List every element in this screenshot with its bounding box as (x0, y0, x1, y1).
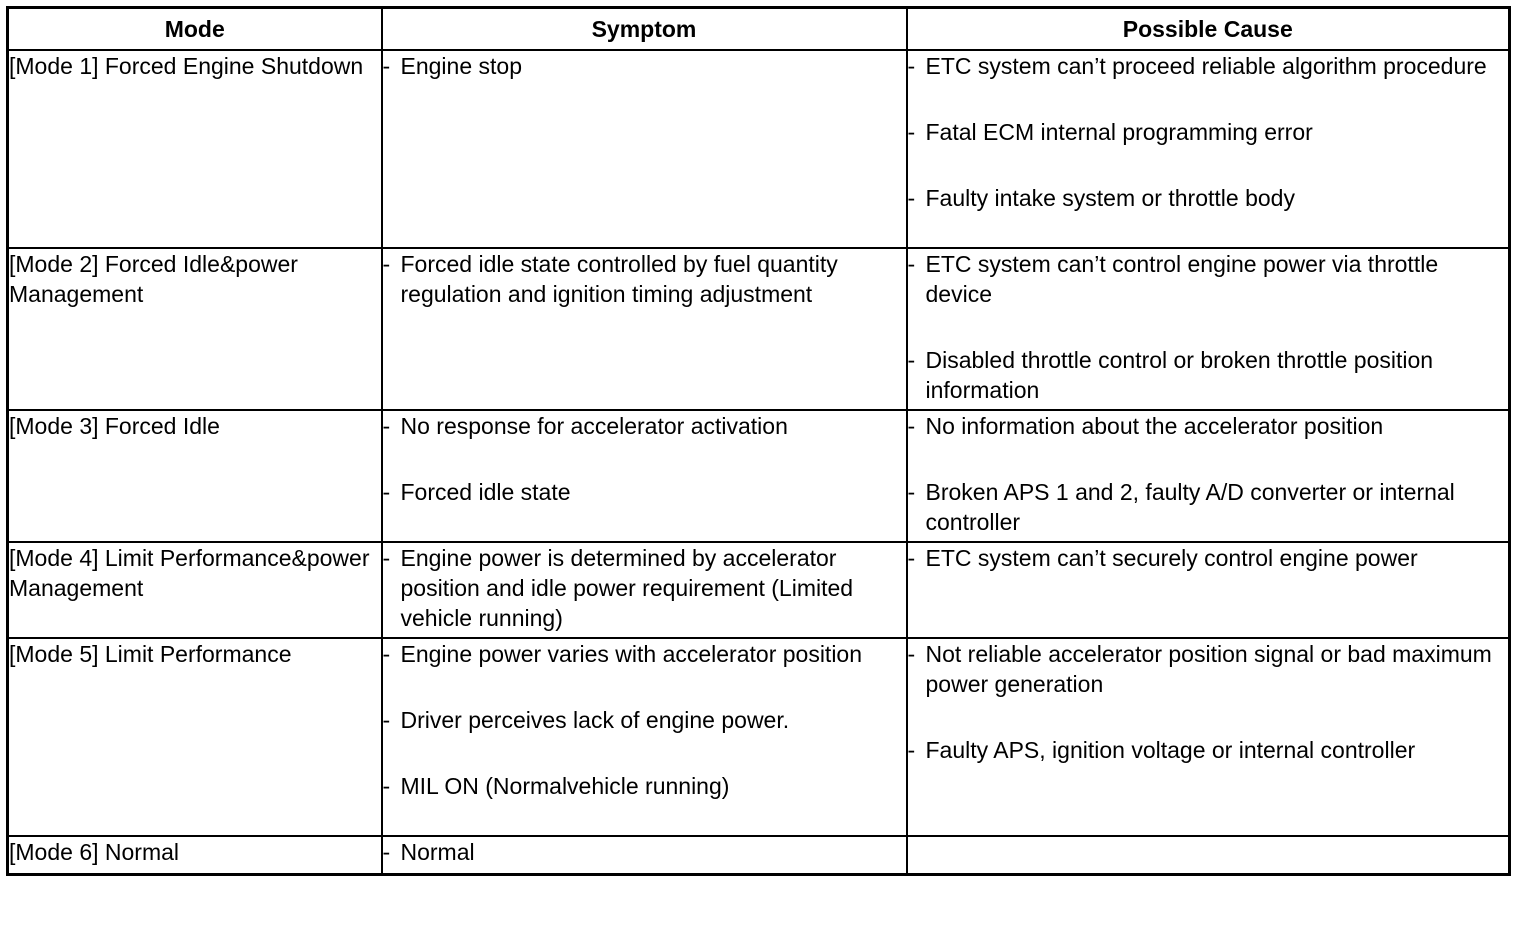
dash-mark: - (907, 413, 916, 439)
dash-mark: - (907, 251, 916, 277)
mode-cell: [Mode 6] Normal (8, 836, 382, 875)
cause-list (908, 543, 1509, 573)
dash-mark: - (907, 119, 916, 145)
symptom-text: MIL ON (Normalvehicle running) (400, 773, 730, 799)
table-row (8, 50, 1510, 248)
cause-cell (907, 638, 1510, 836)
header-mode: Mode (8, 8, 382, 51)
cause-item (908, 249, 1509, 309)
mode-cell: [Mode 1] Forced Engine Shutdown (8, 50, 382, 248)
cause-text: Faulty APS, ignition voltage or internal controller (925, 737, 1416, 763)
symptom-text: No response for accelerator activation (400, 413, 788, 439)
table-row (8, 410, 1510, 542)
dash-mark: - (382, 53, 391, 79)
dash-mark: - (382, 545, 391, 571)
cause-item (908, 735, 1509, 765)
dash-mark: - (907, 347, 916, 373)
dash-mark: - (907, 185, 916, 211)
symptom-list (383, 639, 906, 801)
symptom-list (383, 837, 906, 867)
symptom-item (383, 51, 906, 81)
cause-list (908, 639, 1509, 765)
cause-text: ETC system can’t control engine power via throttle device (925, 251, 1439, 307)
cause-item (908, 477, 1509, 537)
symptom-list (383, 249, 906, 309)
dash-mark: - (907, 545, 916, 571)
dash-mark: - (382, 773, 391, 799)
cause-text: No information about the accelerator position (925, 413, 1384, 439)
symptom-item (383, 705, 906, 735)
dash-mark: - (907, 641, 916, 667)
cause-list (908, 411, 1509, 537)
dash-mark: - (382, 839, 391, 865)
table-row (8, 248, 1510, 410)
symptom-item (383, 771, 906, 801)
symptom-text: Engine stop (400, 53, 522, 79)
symptom-item (383, 249, 906, 309)
dash-mark: - (907, 53, 916, 79)
header-row (8, 8, 1510, 51)
symptom-text: Forced idle state controlled by fuel quantity regulation and ignition timing adjustment (400, 251, 838, 307)
cause-cell-empty (907, 836, 1510, 875)
cause-text: Disabled throttle control or broken throttle position information (925, 347, 1434, 403)
symptom-list (383, 51, 906, 81)
symptom-list (383, 411, 906, 507)
symptom-item (383, 543, 906, 633)
symptom-cell (382, 50, 907, 248)
cause-item (908, 51, 1509, 81)
mode-cell: [Mode 4] Limit Performance&power Management (8, 542, 382, 638)
symptom-cell (382, 542, 907, 638)
mode-cell: [Mode 5] Limit Performance (8, 638, 382, 836)
symptom-item (383, 477, 906, 507)
dash-mark: - (382, 251, 391, 277)
table-row (8, 638, 1510, 836)
dash-mark: - (907, 737, 916, 763)
cause-item (908, 117, 1509, 147)
symptom-text: Engine power varies with accelerator position (400, 641, 863, 667)
symptom-cell (382, 638, 907, 836)
cause-item (908, 639, 1509, 699)
cause-item (908, 543, 1509, 573)
cause-cell (907, 542, 1510, 638)
cause-text: Broken APS 1 and 2, faulty A/D converter or internal controller (925, 479, 1455, 535)
cause-item (908, 183, 1509, 213)
cause-list (908, 249, 1509, 405)
cause-text: Faulty intake system or throttle body (925, 185, 1295, 211)
cause-text: Fatal ECM internal programming error (925, 119, 1313, 145)
header-possible-cause: Possible Cause (907, 8, 1510, 51)
dash-mark: - (382, 413, 391, 439)
cause-cell (907, 50, 1510, 248)
mode-cell: [Mode 2] Forced Idle&power Management (8, 248, 382, 410)
symptom-text: Driver perceives lack of engine power. (400, 707, 790, 733)
symptom-text: Engine power is determined by accelerator position and idle power requirement (Limited vehicle running) (400, 545, 854, 631)
cause-text: Not reliable accelerator position signal or bad maximum power generation (925, 641, 1492, 697)
symptom-item (383, 837, 906, 867)
cause-text: ETC system can’t securely control engine power (925, 545, 1418, 571)
symptom-item (383, 639, 906, 669)
dash-mark: - (382, 479, 391, 505)
mode-cell: [Mode 3] Forced Idle (8, 410, 382, 542)
symptom-item (383, 411, 906, 441)
dash-mark: - (382, 707, 391, 733)
symptom-text: Normal (400, 839, 475, 865)
table-row (8, 836, 1510, 875)
cause-text: ETC system can’t proceed reliable algorithm procedure (925, 53, 1487, 79)
symptom-cell (382, 836, 907, 875)
dash-mark: - (382, 641, 391, 667)
symptom-cell (382, 410, 907, 542)
etc-fail-safe-table (6, 6, 1511, 876)
cause-list (908, 51, 1509, 213)
cause-item (908, 345, 1509, 405)
cause-item (908, 411, 1509, 441)
cause-cell (907, 248, 1510, 410)
cause-cell (907, 410, 1510, 542)
header-symptom: Symptom (382, 8, 907, 51)
symptom-text: Forced idle state (400, 479, 571, 505)
symptom-list (383, 543, 906, 633)
dash-mark: - (907, 479, 916, 505)
table-row (8, 542, 1510, 638)
symptom-cell (382, 248, 907, 410)
